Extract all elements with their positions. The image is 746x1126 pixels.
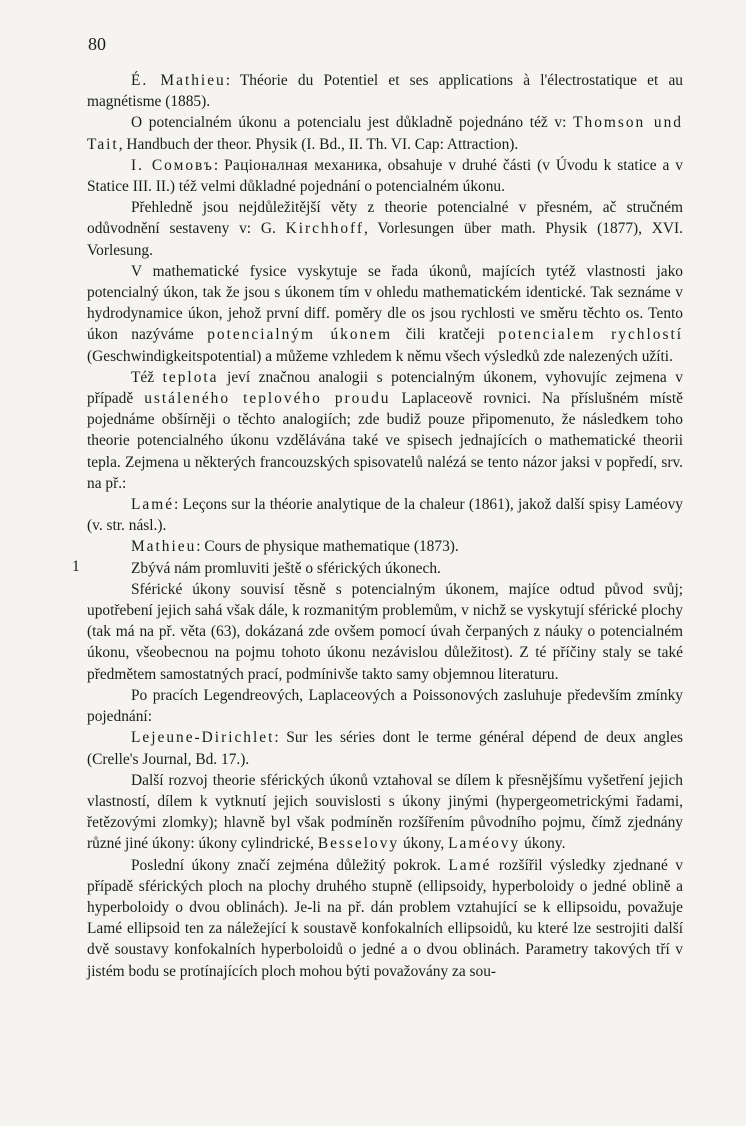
paragraph-lame-lecons: Lamé: Leçons sur la théorie analytique de la chaleur (1861), jakož další spisy Laméovy (v. str. násl.). <box>87 496 683 535</box>
paragraph-dirichlet: Lejeune-Dirichlet: Sur les séries dont le terme général dépend de deux angles (Crelle's Journal, Bd. 17.). <box>87 729 683 768</box>
paragraph-somov: I. Cомовъ: Раціоналная механика, obsahuje v druhé části (v Úvodu k statice a v Statice III. II.) též velmi důkladné pojednání o potencialném úkonu. <box>87 156 684 196</box>
author-name: I. Cомовъ <box>131 156 214 174</box>
term: Besselovy <box>317 835 400 853</box>
term: teplota <box>162 368 219 386</box>
term: Laméovy <box>448 835 521 853</box>
paragraph-mathieu-cours: Mathieu: Cours de physique mathematique (1873). <box>131 538 459 556</box>
author-name: Mathieu <box>131 538 197 556</box>
paragraph-further-development: Další rozvoj theorie sférických úkonů vztahoval se dílem k přesnějšímu vyšetření jejich vlastností, dílem k vytknutí jejich souvislosti s úkony jinými (hypergeometrickými řadami, řetězovými zlomky); hlavně byl však podmíněn rozšířením původního pojmu, čímž zjednány různé jiné úkony: úkony cylindrické, Besselovy úkony, Laméovy úkony. <box>87 771 683 853</box>
paragraph-spherical-intro: Zbývá nám promluviti ještě o sférických úkonech. <box>131 559 441 577</box>
paragraph-heat: Též teplota jeví značnou analogii s potencialným úkonem, vyhovujíc zejmena v případě ustáleného teplového proudu Laplaceově rovnici. Na příslušném místě pojednáme obšírněji o těchto analogiích; zde budiž pouze připomenuto, že následkem toho theorie potencialného úkonu vzdělávána také ve spisech jednajících o mathematické theorii tepla. Zejmena u některých francouzských spisovatelů nalézá se tento názor jaksi v popředí, srv. na př.: <box>87 368 683 492</box>
page-number: 80 <box>88 34 106 54</box>
term: potencialem rychlostí <box>498 326 684 344</box>
term: ustáleného teplového proudu <box>144 390 391 408</box>
author-name: Thomson und Tait <box>87 114 684 153</box>
margin-mark: 1 <box>72 558 80 575</box>
author-name: Kirchhoff <box>285 220 365 238</box>
paragraph-velocity-potential: V mathematické fysice vyskytuje se řada úkonů, majících tytéž vlastnosti jako potencialný úkon, tak že jsou s úkonem tím v ohledu mathematickém identické. Tak seznáme v hydrodynamice úkon, jehož první diff. poměry dle os jsou rychlosti ve směru těchto os. Tento úkon nazýváme potencialným úkonem čili kratčeji potencialem rychlostí (Geschwindigkeitspotential) a můžeme vzhledem k němu všech výsledků zde nalezených užíti. <box>87 262 684 365</box>
paragraph-mathieu-potentiel: É. Mathieu: Théorie du Potentiel et ses applications à l'électrostatique et au magnétisme (1885). <box>87 72 683 111</box>
author-name: É. Mathieu <box>131 72 226 89</box>
paragraph-kirchhoff: Přehledně jsou nejdůležitější věty z theorie potencialné v přesném, ač stručném odůvodnění sestaveny v: G. Kirchhoff, Vorlesungen über math. Physik (1877), XVI. Vorlesung. <box>87 199 683 259</box>
author-name: Lamé <box>131 496 175 514</box>
paragraph-thomson-tait: O potencialném úkonu a potencialu jest důkladně pojednáno též v: Thomson und Tait, Handbuch der theor. Physik (I. Bd., II. Th. VI. Cap: Attraction). <box>87 114 684 153</box>
paragraph-legendre: Po pracích Legendreových, Laplaceových a Poissonových zasluhuje především zmínky pojednání: <box>87 686 683 726</box>
term: potencialným úkonem <box>207 326 393 344</box>
author-name: Lejeune-Dirichlet <box>131 729 275 747</box>
author-name: Lamé <box>448 856 492 874</box>
russian-title: Раціоналная механика <box>224 156 378 174</box>
paragraph-spherical-functions: Sférické úkony souvisí těsně s potencialným úkonem, majíce odtud původ svůj; upotřebení jejich sahá však dále, k rozmanitým problemům, v nichž se vyskytují sférické plochy (tak má na př. věta (63), dokázaná zde ovšem pomocí úvah čerpaných z náuky o potencialném úkonu, všeobecnou na pojmu tohoto úkonu nezávislou důležitost). Z té příčiny staly se také předmětem samostatných prací, podmínivše takto samy objemnou literaturu. <box>87 580 683 683</box>
paragraph-lame-functions: Poslední úkony značí zejména důležitý pokrok. Lamé rozšířil výsledky zjednané v případě sférických ploch na plochy druhého stupně (ellipsoidy, hyperboloidy o jedné oblině a hyperboloidy o dvou oblinách). Je-li na př. dán problem vztahující se k ellipsoidu, považuje Lamé ellipsoid ten za náležející k soustavě konfokalních ellipsoidů, ku které lze sestrojiti další dvě soustavy konfokalních hyperboloidů o jedné a o dvou oblinách. Parametry takových tří v jistém bodu se protínajících ploch mohou býti považovány za sou- <box>87 856 683 980</box>
body-text <box>87 70 683 982</box>
